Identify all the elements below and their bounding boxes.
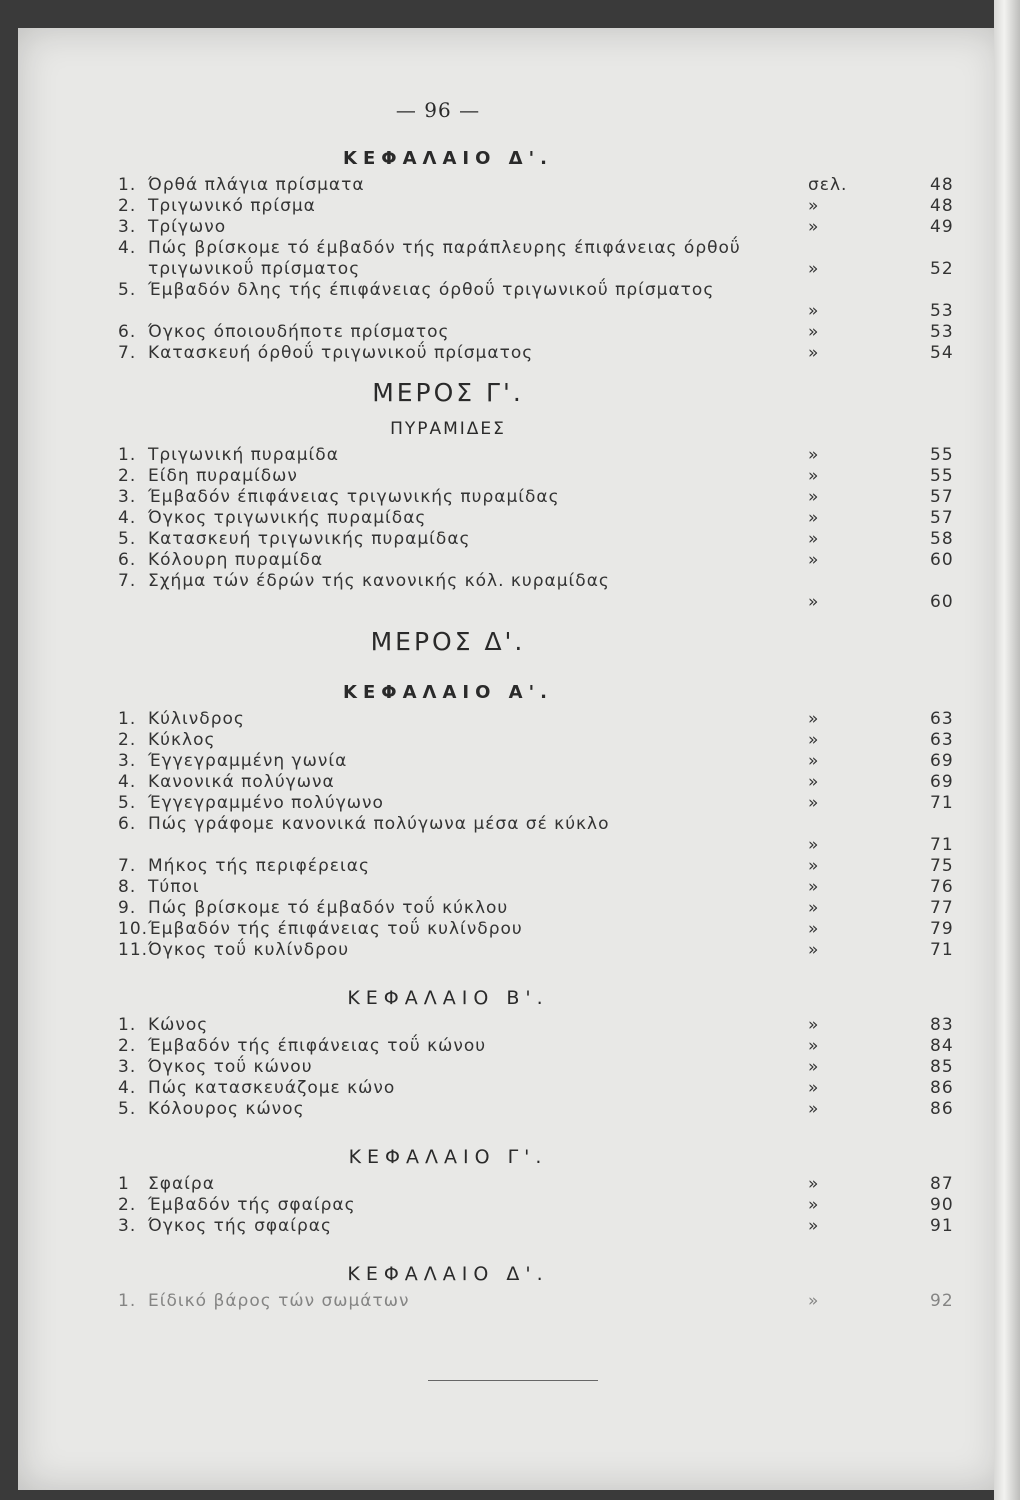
- page-number-ref: 77: [930, 898, 954, 918]
- entry-number: 6.: [118, 814, 137, 834]
- page-number-ref: 86: [930, 1099, 954, 1119]
- page-reference-mark: »: [808, 301, 820, 321]
- entry-number: 2.: [118, 466, 137, 486]
- page-reference-mark: »: [808, 322, 820, 342]
- chapter-heading: ΚΕΦΑΛΑΙΟ Α'.: [343, 682, 553, 703]
- page-reference-mark: »: [808, 877, 820, 897]
- entry-number: 3.: [118, 751, 137, 771]
- toc-entry: [118, 445, 998, 466]
- page-number-ref: 71: [930, 835, 954, 855]
- toc-section: [118, 378, 998, 613]
- table-of-contents: [118, 98, 998, 1312]
- toc-entry: [118, 238, 998, 280]
- entry-title: Τριγωνική πυραμίδα: [148, 445, 339, 465]
- chapter-heading: ΚΕΦΑΛΑΙΟ Β'.: [347, 987, 549, 1009]
- entry-number: 1.: [118, 709, 137, 729]
- toc-entry: [118, 709, 998, 730]
- entry-number: 8.: [118, 877, 137, 897]
- toc-entry: [118, 877, 998, 898]
- page-reference-mark: »: [808, 1099, 820, 1119]
- page-reference-mark: »: [808, 1015, 820, 1035]
- entry-title: Όρθά πλάγια πρίσματα: [148, 175, 365, 195]
- page-number-ref: 57: [930, 508, 954, 528]
- page-reference-mark: »: [808, 1057, 820, 1077]
- entry-title: Έμβαδόν τής σφαίρας: [148, 1195, 356, 1215]
- page-number-ref: 84: [930, 1036, 954, 1056]
- entry-number: 5.: [118, 529, 137, 549]
- entry-title: Πώς βρίσκομε τό έμβαδόν τοΰ κύκλου: [148, 898, 509, 918]
- page-number-ref: 76: [930, 877, 954, 897]
- entry-title: Όγκος τής σφαίρας: [148, 1216, 332, 1236]
- page-reference-mark: »: [808, 793, 820, 813]
- entry-number: 3.: [118, 487, 137, 507]
- entry-title: Τρίγωνο: [148, 217, 227, 237]
- toc-entry: [118, 529, 998, 550]
- entry-number: 5.: [118, 280, 137, 300]
- entry-title: Κατασκευή όρθοΰ τριγωνικοΰ πρίσματος: [148, 343, 534, 363]
- entry-title: Έγγεγραμμένο πολύγωνο: [148, 793, 384, 813]
- page-number-ref: 83: [930, 1015, 954, 1035]
- entry-number: 2.: [118, 1195, 137, 1215]
- toc-entry: [118, 751, 998, 772]
- toc-entry: [118, 793, 998, 814]
- toc-entry: [118, 217, 998, 238]
- entry-title: Όγκος τοΰ κυλίνδρου: [148, 940, 350, 960]
- entry-number: 1.: [118, 175, 137, 195]
- entry-number: 3.: [118, 1057, 137, 1077]
- page-number: — 96 —: [395, 98, 481, 122]
- entry-title: Κώνος: [148, 1015, 209, 1035]
- page-number-ref: 63: [930, 709, 954, 729]
- page-reference-mark: »: [808, 217, 820, 237]
- entry-title: Έμβαδόν τής έπιφάνειας τοΰ κυλίνδρου: [148, 919, 523, 939]
- page-reference-mark: »: [808, 592, 820, 612]
- toc-section: [118, 148, 998, 364]
- page-number-ref: 69: [930, 772, 954, 792]
- entry-number: 3.: [118, 217, 137, 237]
- scanned-page: [18, 28, 1003, 1490]
- toc-entry: [118, 550, 998, 571]
- toc-list: [118, 1015, 998, 1120]
- page-number-ref: 71: [930, 793, 954, 813]
- toc-entry: [118, 856, 998, 877]
- page-number-ref: 57: [930, 487, 954, 507]
- page-reference-mark: σελ.: [808, 175, 848, 195]
- page-number-ref: 54: [930, 343, 954, 363]
- toc-entry: [118, 196, 998, 217]
- toc-entry: [118, 940, 998, 961]
- toc-section: [118, 1146, 998, 1237]
- page-reference-mark: »: [808, 1036, 820, 1056]
- page-number-ref: 58: [930, 529, 954, 549]
- page-reference-mark: »: [808, 1078, 820, 1098]
- toc-entry: [118, 814, 998, 856]
- page-reference-mark: »: [808, 898, 820, 918]
- toc-section: [118, 987, 998, 1120]
- page-number-ref: 85: [930, 1057, 954, 1077]
- entry-title: Είδη πυραμίδων: [148, 466, 298, 486]
- entry-title: Κύλινδρος: [148, 709, 245, 729]
- entry-number: 4.: [118, 772, 137, 792]
- page-number-ref: 92: [930, 1291, 954, 1311]
- page-number-ref: 69: [930, 751, 954, 771]
- page-number-ref: 55: [930, 445, 954, 465]
- entry-title: Κύκλος: [148, 730, 216, 750]
- end-rule: [428, 1380, 598, 1381]
- page-number-ref: 49: [930, 217, 954, 237]
- toc-entry: [118, 571, 998, 613]
- entry-number: 4.: [118, 1078, 137, 1098]
- chapter-heading: ΚΕΦΑΛΑΙΟ Δ'.: [347, 1263, 549, 1285]
- entry-title: Μήκος τής περιφέρειας: [148, 856, 370, 876]
- toc-entry: [118, 322, 998, 343]
- page-reference-mark: »: [808, 259, 820, 279]
- page-reference-mark: »: [808, 1174, 820, 1194]
- page-reference-mark: »: [808, 835, 820, 855]
- toc-entry: [118, 1036, 998, 1057]
- toc-entry: [118, 508, 998, 529]
- toc-entry: [118, 730, 998, 751]
- entry-title: Όγκος τοΰ κώνου: [148, 1057, 313, 1077]
- entry-number: 11.: [118, 940, 149, 960]
- toc-entry: [118, 175, 998, 196]
- entry-number: 2.: [118, 1036, 137, 1056]
- page-reference-mark: »: [808, 1291, 820, 1311]
- page-reference-mark: »: [808, 940, 820, 960]
- page-number-ref: 53: [930, 301, 954, 321]
- part-heading: ΜΕΡΟΣ Γ'.: [372, 378, 524, 407]
- page-reference-mark: »: [808, 751, 820, 771]
- entry-number: 2.: [118, 730, 137, 750]
- toc-entry: [118, 1015, 998, 1036]
- page-number-ref: 75: [930, 856, 954, 876]
- entry-title: Όγκος όποιουδήποτε πρίσματος: [148, 322, 450, 342]
- toc-entry: [118, 1216, 998, 1237]
- page-reference-mark: »: [808, 709, 820, 729]
- page-reference-mark: »: [808, 466, 820, 486]
- entry-number: 2.: [118, 196, 137, 216]
- entry-title: Σχήμα τών έδρών τής κανονικής κόλ. κυραμίδας: [148, 571, 610, 591]
- entry-title: Κατασκευή τριγωνικής πυραμίδας: [148, 529, 471, 549]
- entry-title: Έμβαδόν τής έπιφάνειας τοΰ κώνου: [148, 1036, 487, 1056]
- page-reference-mark: »: [808, 856, 820, 876]
- page-number-ref: 90: [930, 1195, 954, 1215]
- entry-title: Είδικό βάρος τών σωμάτων: [148, 1291, 410, 1311]
- page-reference-mark: »: [808, 487, 820, 507]
- toc-entry: [118, 1078, 998, 1099]
- page-reference-mark: »: [808, 196, 820, 216]
- entry-number: 1: [118, 1174, 130, 1194]
- page-number-ref: 63: [930, 730, 954, 750]
- entry-title: Έμβαδόν έπιφάνειας τριγωνικής πυραμίδας: [148, 487, 560, 507]
- page-number-ref: 60: [930, 592, 954, 612]
- toc-entry: [118, 772, 998, 793]
- toc-list: [118, 709, 998, 961]
- toc-list: [118, 1291, 998, 1312]
- entry-number: 5.: [118, 793, 137, 813]
- entry-title: Όγκος τριγωνικής πυραμίδας: [148, 508, 427, 528]
- entry-number: 7.: [118, 856, 137, 876]
- toc-entry: [118, 1291, 998, 1312]
- toc-section: [118, 627, 998, 961]
- entry-number: 6.: [118, 322, 137, 342]
- toc-entry: [118, 1099, 998, 1120]
- entry-number: 10.: [118, 919, 149, 939]
- toc-entry: [118, 898, 998, 919]
- chapter-heading: ΚΕΦΑΛΑΙΟ Γ'.: [348, 1146, 548, 1168]
- toc-entry: [118, 487, 998, 508]
- entry-number: 6.: [118, 550, 137, 570]
- page-number-ref: 71: [930, 940, 954, 960]
- page-number-ref: 48: [930, 196, 954, 216]
- page-reference-mark: »: [808, 772, 820, 792]
- page-number-ref: 60: [930, 550, 954, 570]
- toc-entry: [118, 919, 998, 940]
- entry-number: 1.: [118, 445, 137, 465]
- entry-number: 7.: [118, 343, 137, 363]
- entry-number: 4.: [118, 238, 137, 258]
- toc-entry: [118, 466, 998, 487]
- page-reference-mark: »: [808, 1195, 820, 1215]
- page-number-ref: 48: [930, 175, 954, 195]
- part-heading: ΜΕΡΟΣ Δ'.: [370, 627, 526, 656]
- entry-number: 1.: [118, 1015, 137, 1035]
- page-reference-mark: »: [808, 1216, 820, 1236]
- entry-number: 9.: [118, 898, 137, 918]
- entry-title: Πώς γράφομε κανονικά πολύγωνα μέσα σέ κύκλο: [148, 814, 610, 834]
- entry-title: Κόλουρη πυραμίδα: [148, 550, 324, 570]
- page-number-ref: 52: [930, 259, 954, 279]
- entry-title: Τύποι: [148, 877, 200, 897]
- page-reference-mark: »: [808, 508, 820, 528]
- entry-number: 1.: [118, 1291, 137, 1311]
- page-number-ref: 91: [930, 1216, 954, 1236]
- page-reference-mark: »: [808, 343, 820, 363]
- entry-title: Σφαίρα: [148, 1174, 215, 1194]
- page-number-ref: 53: [930, 322, 954, 342]
- page-reference-mark: »: [808, 445, 820, 465]
- toc-list: [118, 175, 998, 364]
- toc-entry: [118, 1174, 998, 1195]
- entry-number: 3.: [118, 1216, 137, 1236]
- toc-list: [118, 445, 998, 613]
- toc-entry: [118, 1057, 998, 1078]
- page-reference-mark: »: [808, 529, 820, 549]
- entry-title: Κόλουρος κώνος: [148, 1099, 305, 1119]
- entry-title: Πώς κατασκευάζομε κώνο: [148, 1078, 396, 1098]
- toc-sections: [118, 148, 998, 1312]
- entry-title: Τριγωνικό πρίσμα: [148, 196, 316, 216]
- entry-number: 4.: [118, 508, 137, 528]
- chapter-heading: ΚΕΦΑΛΑΙΟ Δ'.: [343, 148, 553, 169]
- page-number-ref: 87: [930, 1174, 954, 1194]
- page-number-ref: 86: [930, 1078, 954, 1098]
- toc-list: [118, 1174, 998, 1237]
- entry-title: Πώς βρίσκομε τό έμβαδόν τής παράπλευρης έπιφάνειας όρθοΰ τριγωνικοΰ πρίσματος: [148, 238, 741, 279]
- page-number-ref: 55: [930, 466, 954, 486]
- entry-title: Κανονικά πολύγωνα: [148, 772, 335, 792]
- page-reference-mark: »: [808, 730, 820, 750]
- chapter-heading: ΠΥΡΑΜΙΔΕΣ: [390, 419, 506, 439]
- entry-number: 7.: [118, 571, 137, 591]
- page-reference-mark: »: [808, 919, 820, 939]
- entry-number: 5.: [118, 1099, 137, 1119]
- toc-entry: [118, 280, 998, 322]
- page-number-ref: 79: [930, 919, 954, 939]
- entry-title: Έγγεγραμμένη γωνία: [148, 751, 348, 771]
- entry-title: Έμβαδόν δλης τής έπιφάνειας όρθοΰ τριγωνικοΰ πρίσματος: [148, 280, 715, 300]
- book-edge: [994, 0, 1020, 1500]
- toc-section: [118, 1263, 998, 1312]
- toc-entry: [118, 1195, 998, 1216]
- page-reference-mark: »: [808, 550, 820, 570]
- toc-entry: [118, 343, 998, 364]
